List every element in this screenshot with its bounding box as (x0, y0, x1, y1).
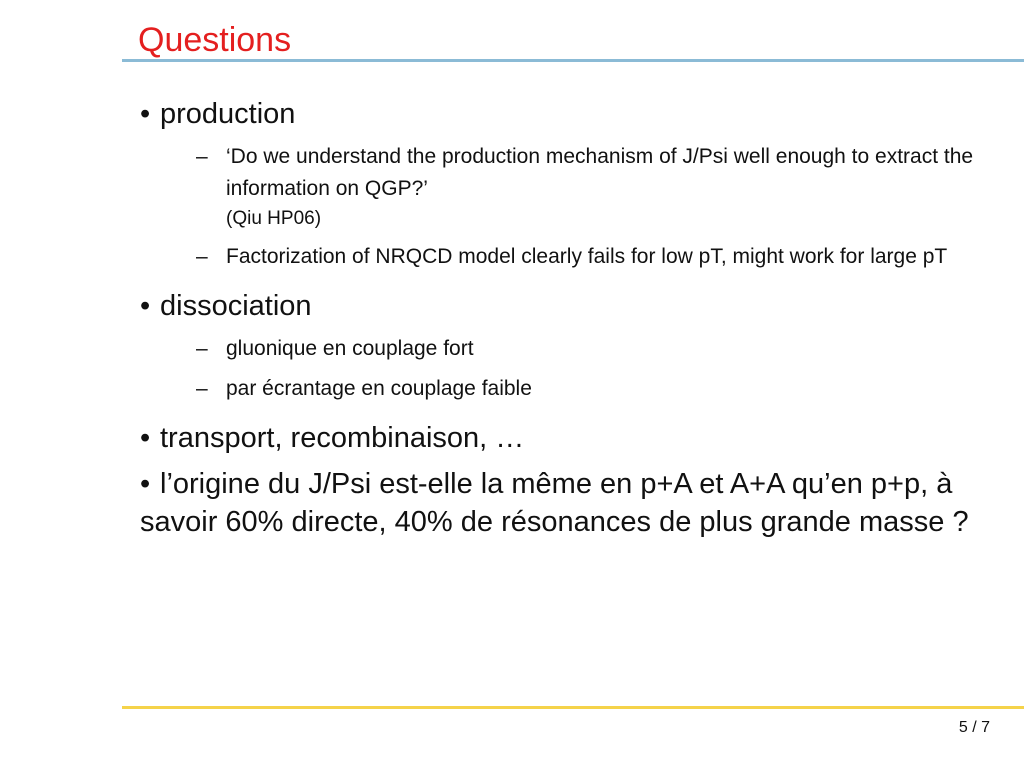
bullet-production (140, 95, 1000, 133)
dash-marker: – (196, 145, 208, 168)
dash-marker: – (196, 377, 208, 400)
title-divider (122, 59, 1024, 62)
citation: (Qiu HP06) (226, 208, 322, 229)
sub-bullet-text: par écrantage en couplage faible (226, 377, 532, 400)
bullet-marker: • (140, 468, 151, 500)
bullet-marker: • (140, 422, 151, 454)
sub-bullet-text: gluonique en couplage fort (226, 337, 474, 360)
sub-bullet-ecrantage (196, 373, 1000, 405)
page-number: 5 / 7 (958, 719, 990, 736)
bullet-text: l’origine du J/Psi est-elle la même en p+A et A+A qu’en p+p, à savoir 60% directe, 40% de résonances de plus grande masse ? (140, 468, 969, 538)
sub-bullet-text: Factorization of NRQCD model clearly fails for low pT, might work for large pT (226, 245, 948, 268)
bullet-text: transport, recombinaison, … (160, 422, 525, 454)
bullet-text: dissociation (160, 290, 312, 322)
sub-bullet-factorization (196, 241, 1000, 273)
sub-bullet-question (196, 141, 1000, 233)
bullet-text: production (160, 98, 296, 130)
dash-marker: – (196, 245, 208, 268)
slide-title: Questions (138, 21, 292, 59)
sub-bullet-gluonique (196, 333, 1000, 365)
bullet-transport (140, 419, 1000, 457)
sub-bullet-text: ‘Do we understand the production mechanism of J/Psi well enough to extract the information on QGP?’ (226, 145, 974, 200)
dash-marker: – (196, 337, 208, 360)
sub-list-dissociation (196, 333, 1000, 405)
footer-divider (122, 706, 1024, 709)
bullet-dissociation (140, 287, 1000, 325)
bullet-origine (140, 465, 1000, 541)
bullet-marker: • (140, 290, 151, 322)
bullet-marker: • (140, 98, 151, 130)
slide-content (140, 95, 1000, 549)
sub-list-production (196, 141, 1000, 273)
